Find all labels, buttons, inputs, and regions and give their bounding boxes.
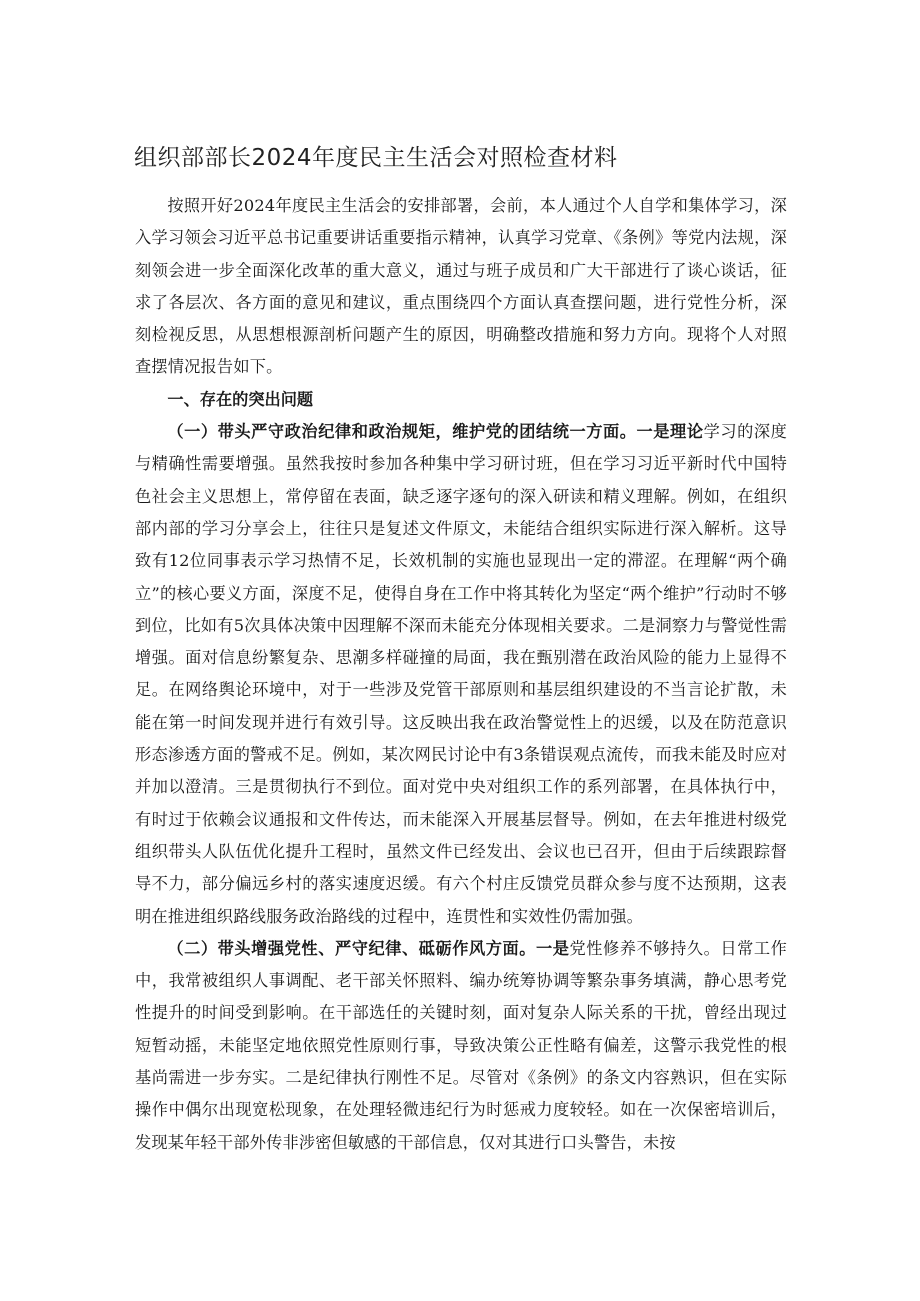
subsection-2-body: 党性修养不够持久。日常工作中，我常被组织人事调配、老干部关怀照料、编办统筹协调等繁杂事务填满，静心思考党性提升的时间受到影响。在干部选任的关键时刻，面对复杂人际关系的干扰，曾经出现过短暂动摇，未能坚定地依照党性原则行事，导致决策公正性略有偏差，这警示我党性的根基尚需进一步夯实。二是纪律执行刚性不足。尽管对《条例》的条文内容熟识，但在实际操作中偶尔出现宽松现象，在处理轻微违纪行为时惩戒力度较轻。如在一次保密培训后，发现某年轻干部外传非涉密但敏感的干部信息，仅对其进行口头警告，未按: [135, 938, 787, 1152]
section-heading-problems: 一、存在的突出问题: [167, 389, 314, 409]
subsection-1-body: 学习的深度与精确性需要增强。虽然我按时参加各种集中学习研讨班，但在学习习近平新时代中国特色社会主义思想上，常停留在表面，缺乏逐字逐句的深入研读和精义理解。例如，在组织部内部的学习分享会上，往往只是复述文件原文，未能结合组织实际进行深入解析。这导致有12位同事表示学习热情不足，长效机制的实施也显现出一定的滞涩。在理解“两个确立”的核心要义方面，深度不足，使得自身在工作中将其转化为坚定“两个维护”行动时不够到位，比如有5次具体决策中因理解不深而未能充分体现相关要求。二是洞察力与警觉性需增强。面对信息纷繁复杂、思潮多样碰撞的局面，我在甄别潜在政治风险的能力上显得不足。在网络舆论环境中，对于一些涉及党管干部原则和基层组织建设的不当言论扩散，未能在第一时间发现并进行有效引导。这反映出我在政治警觉性上的迟缓，以及在防范意识形态渗透方面的警戒不足。例如，某次网民讨论中有3条错误观点流传，而我未能及时应对并加以澄清。三是贯彻执行不到位。面对党中央对组织工作的系列部署，在具体执行中，有时过于依赖会议通报和文件传达，而未能深入开展基层督导。例如，在去年推进村级党组织带头人队伍优化提升工程时，虽然文件已经发出、会议也已召开，但由于后续跟踪督导不力，部分偏远乡村的落实速度迟缓。有六个村庄反馈党员群众参与度不达预期，这表明在推进组织路线服务政治路线的过程中，连贯性和实效性仍需加强。: [135, 422, 787, 926]
subsection-1-paragraph: [135, 416, 787, 933]
subsection-2-heading: （二）带头增强党性、严守纪律、砥砺作风方面。: [167, 938, 537, 958]
subsection-1-heading: （一）带头严守政治纪律和政治规矩，维护党的团结统一方面。: [167, 422, 637, 442]
subsection-2-paragraph: [135, 933, 787, 1159]
subsection-2-lead: 一是: [536, 938, 570, 958]
document-body: [135, 190, 787, 1159]
intro-paragraph: 按照开好2024年度民主生活会的安排部署，会前，本人通过个人自学和集体学习，深入学习领会习近平总书记重要讲话重要指示精神，认真学习党章、《条例》等党内法规，深刻领会进一步全面深化改革的重大意义，通过与班子成员和广大干部进行了谈心谈话，征求了各层次、各方面的意见和建议，重点围绕四个方面认真查摆问题，进行党性分析，深刻检视反思，从思想根源剖析问题产生的原因，明确整改措施和努力方向。现将个人对照查摆情况报告如下。: [135, 196, 787, 377]
document-title: 组织部部长2024年度民主生活会对照检查材料: [134, 145, 618, 171]
subsection-1-lead: 一是理论: [636, 422, 704, 442]
